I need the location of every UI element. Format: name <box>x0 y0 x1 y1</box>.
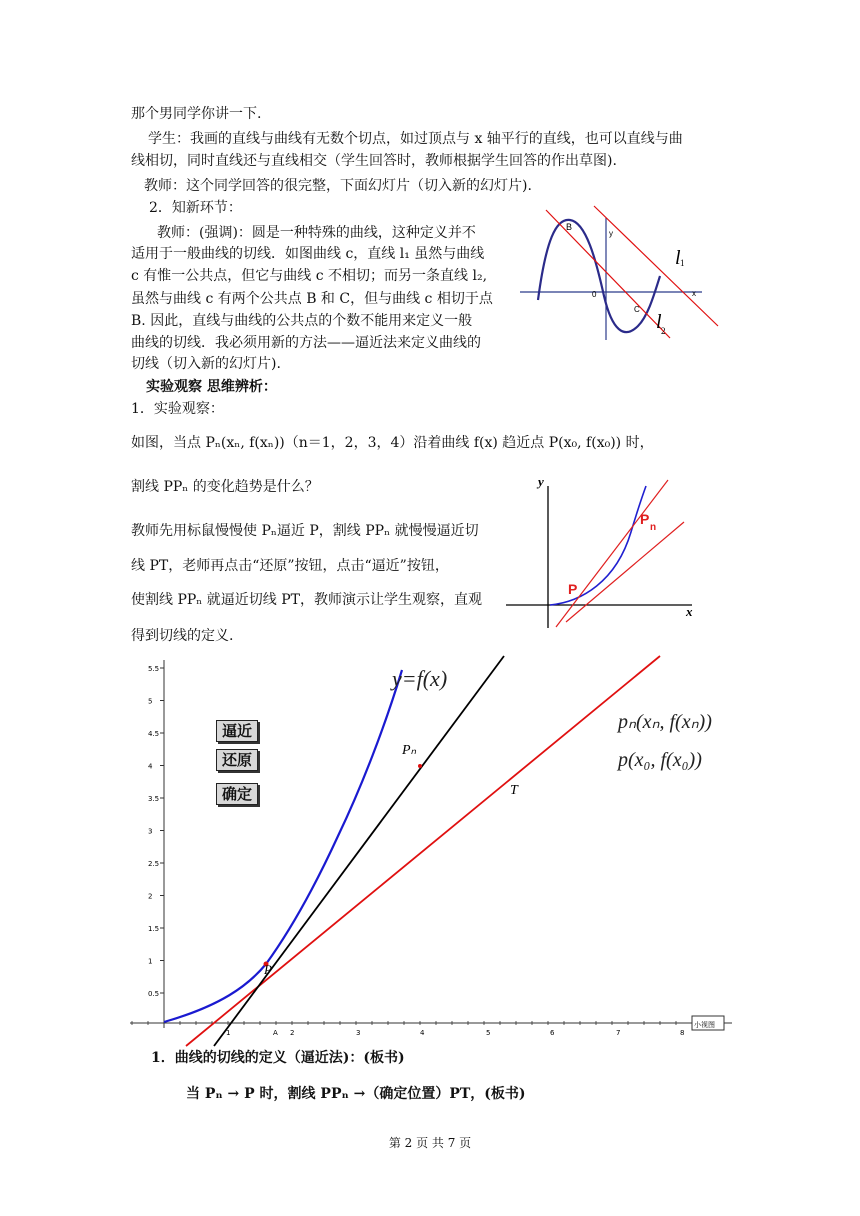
label-p-coord: p(x₀, f(x₀)) <box>618 749 702 771</box>
label-l1: l <box>675 247 681 269</box>
x-tick-label: 6 <box>550 1029 555 1037</box>
text-line: 割线 PPₙ 的变化趋势是什么？ <box>131 479 319 495</box>
label-p-point: P <box>264 962 272 977</box>
text-line: 适用于一般曲线的切线．如图曲线 c，直线 l₁ 虽然与曲线 <box>131 246 485 262</box>
x-tick-label: 8 <box>680 1029 685 1037</box>
corner-tag: 小视图 <box>694 1021 715 1029</box>
figure-secant <box>506 472 706 628</box>
secant-line-ppn <box>214 656 504 1046</box>
x-tick-label: 3 <box>356 1029 361 1037</box>
x-tick-label: 7 <box>616 1029 621 1037</box>
text-line: 教师：(强调)：圆是一种特殊的曲线，这种定义并不 <box>157 225 476 241</box>
y-tick-label: 4 <box>148 762 153 771</box>
label-pn: P <box>640 511 650 527</box>
text-line: 使割线 PPₙ 就逼近切线 PT，教师演示让学生观察，直观 <box>131 592 483 608</box>
y-tick-label: 5.5 <box>148 665 160 673</box>
label-b: B <box>566 222 573 232</box>
label-l1-sub: 1 <box>680 258 685 268</box>
section-heading: 实验观察 思维辨析： <box>146 379 277 395</box>
x-tick-label: 2 <box>290 1029 295 1037</box>
label-y: y <box>609 229 613 238</box>
line-l1 <box>594 206 718 326</box>
label-y: y <box>538 474 544 489</box>
label-l2: l <box>656 311 662 333</box>
text-line: 教师：这个同学回答的很完整，下面幻灯片（切入新的幻灯片). <box>144 178 532 194</box>
curve-f <box>164 670 402 1022</box>
text-line: c 有惟一公共点，但它与曲线 c 不相切；而另一条直线 l₂, <box>131 268 488 284</box>
label-p: P <box>568 581 578 597</box>
definition-text: 当 Pₙ → P 时，割线 PPₙ →（确定位置）PT，(板书) <box>186 1086 526 1102</box>
curve-c <box>538 220 660 332</box>
x-tick-label: A <box>273 1029 278 1037</box>
page-footer: 第 2 页 共 7 页 <box>388 1136 472 1150</box>
x-tick-label: 1 <box>226 1029 231 1037</box>
label-pn-coord: pₙ(xₙ, f(xₙ)) <box>618 711 712 733</box>
label-c: C <box>634 305 640 314</box>
text-line: 1．实验观察： <box>131 401 224 417</box>
text-line: 曲线的切线．我必须用新的方法——逼近法来定义曲线的 <box>131 335 481 351</box>
label-l2-sub: 2 <box>661 326 666 336</box>
text-line: B. 因此，直线与曲线的公共点的个数不能用来定义一般 <box>131 313 473 329</box>
curve <box>550 486 646 605</box>
point-pn <box>418 764 422 768</box>
x-tick-label: 5 <box>486 1029 491 1037</box>
y-tick-label: 1.5 <box>148 925 160 933</box>
y-tick-label: 5 <box>148 697 153 706</box>
definition-heading: 1．曲线的切线的定义（逼近法)：(板书) <box>151 1050 405 1066</box>
y-tick-label: 2.5 <box>148 860 160 868</box>
restore-button[interactable]: 还原 <box>216 749 258 771</box>
y-tick-label: 2 <box>148 892 153 901</box>
line-l2 <box>546 210 670 338</box>
label-x: x <box>686 604 693 619</box>
label-x: x <box>692 289 696 298</box>
y-tick-label: 3.5 <box>148 795 160 803</box>
text-line: 线相切，同时直线还与直线相交（学生回答时，教师根据学生回答的作出草图). <box>131 153 617 169</box>
label-pn-sub: n <box>650 522 657 533</box>
text-line: 教师先用标鼠慢慢使 Pₙ逼近 P，割线 PPₙ 就慢慢逼近切 <box>131 523 479 539</box>
text-line: 虽然与曲线 c 有两个公共点 B 和 C，但与曲线 c 相切于点 <box>131 291 493 307</box>
text-line: 线 PT，老师再点击“还原”按钮，点击“逼近”按钮， <box>131 558 449 574</box>
y-tick-label: 3 <box>148 827 153 836</box>
figure-curve-lines <box>520 200 720 340</box>
label-pn-point: Pₙ <box>402 743 417 758</box>
text-line: 那个男同学你讲一下. <box>131 106 262 122</box>
label-t-point: T <box>510 783 518 798</box>
y-tick-label: 1 <box>148 957 153 966</box>
y-tick-label: 4.5 <box>148 730 160 738</box>
text-line: 如图，当点 Pₙ(xₙ, f(xₙ))（n＝1，2，3，4）沿着曲线 f(x) 趋近点 P(x₀, f(x₀)) 时， <box>131 435 654 451</box>
text-line: 切线（切入新的幻灯片). <box>131 356 281 372</box>
label-origin: 0 <box>592 290 597 299</box>
approach-button[interactable]: 逼近 <box>216 720 258 742</box>
label-curve: y=f(x) <box>392 666 448 691</box>
x-tick-label: 4 <box>420 1029 425 1037</box>
text-line: 学生：我画的直线与曲线有无数个切点，如过顶点与 x 轴平行的直线，也可以直线与曲 <box>148 131 683 147</box>
figure-tangent-graph <box>130 656 735 1036</box>
section-heading: 2．知新环节： <box>149 200 242 216</box>
y-tick-label: 0.5 <box>148 990 160 998</box>
text-line: 得到切线的定义. <box>131 628 234 644</box>
confirm-button[interactable]: 确定 <box>216 783 258 805</box>
